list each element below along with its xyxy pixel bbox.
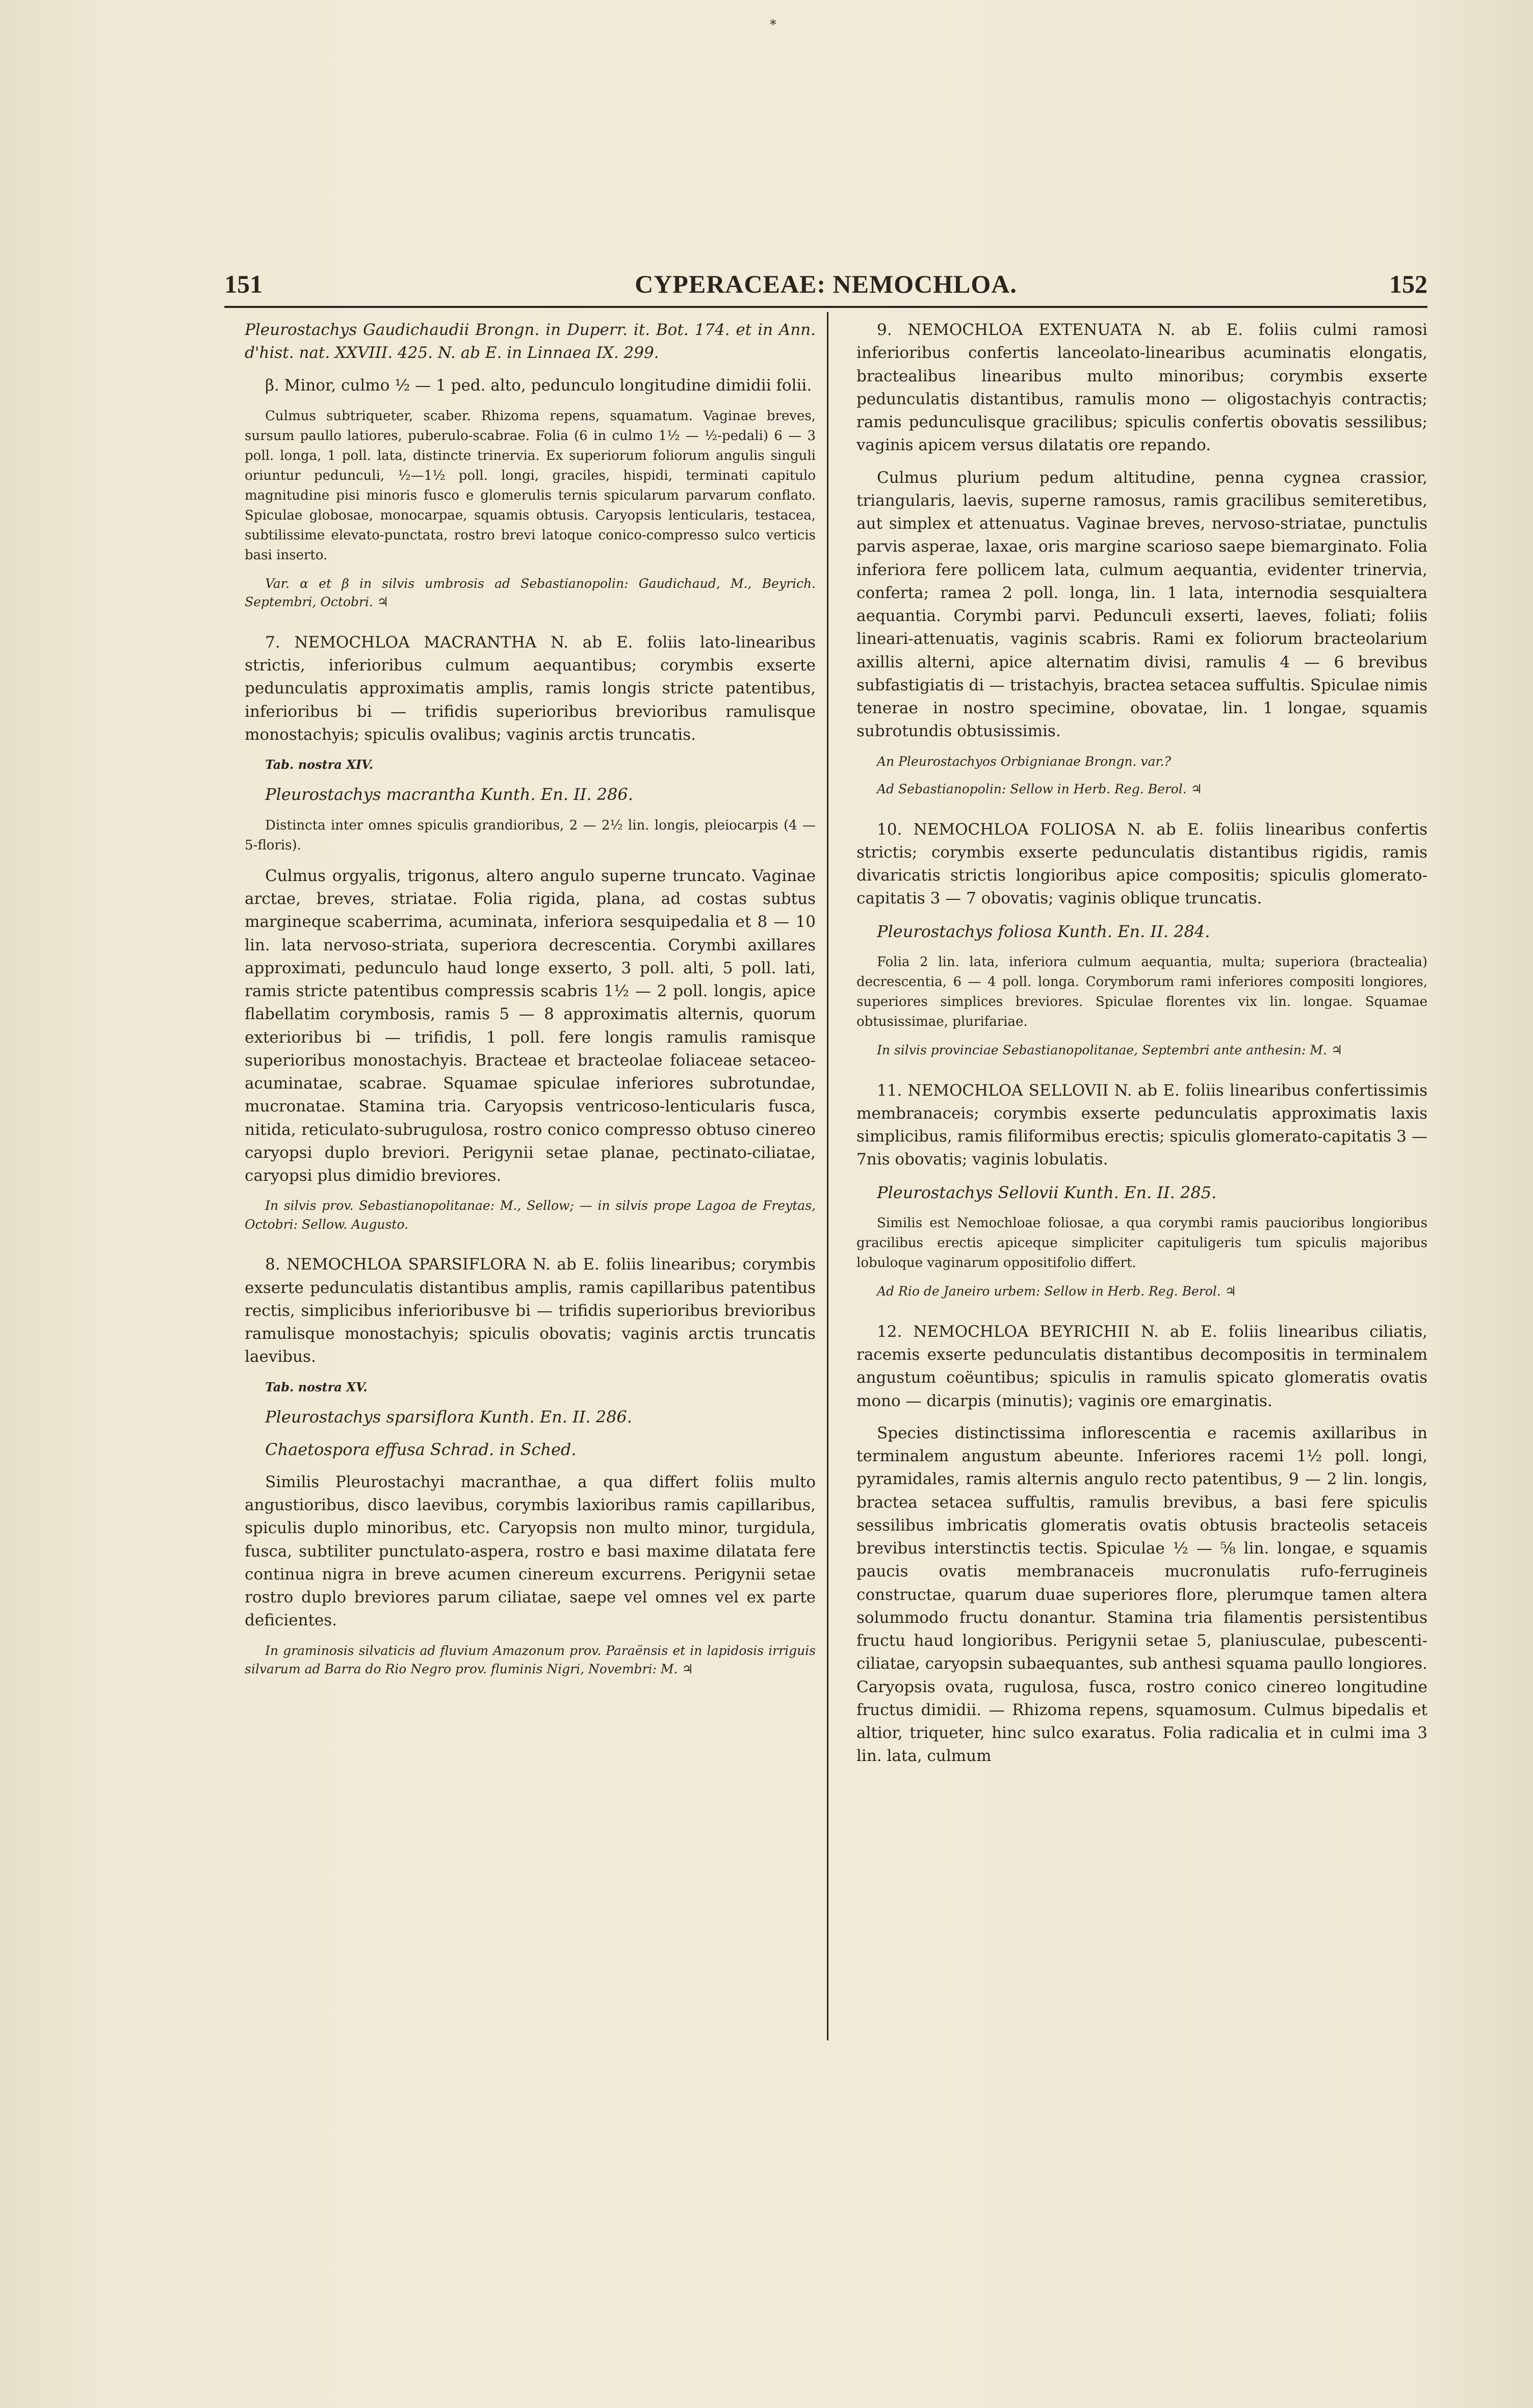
column-divider: [827, 312, 828, 2040]
note: An Pleurostachyos Orbignianae Brongn. var.?: [877, 754, 1171, 769]
page-number-left: 151: [224, 270, 263, 298]
locality: In graminosis silvaticis ad fluvium Amazonum prov. Paraënsis et in lapidosis irriguis silvarum ad Barra do Rio Negro prov. fluminis Nigri, Novembri: M. ♃: [245, 1643, 816, 1677]
header-rule: [224, 306, 1427, 308]
description-paragraph: Culmus plurium pedum altitudine, penna cygnea crassior, triangularis, laevis, superne ramosus, ramis gracilibus semiteretibus, aut simplex et attenuatus. Vaginae breves, nervoso-striatae, punctulis parvis asperae, laxae, oris margine scarioso saepe biemarginato. Folia inferiora fere pollicem lata, culmum aequantia, evidenter trinervia, conferta; ramea 2 poll. longa, lin. 1 lata, internodia sesquialtera aequantia. Corymbi parvi. Pedunculi exserti, laeves, foliati; foliis lineari-attenuatis, vaginis scabris. Rami ex foliorum bracteolarium axillis alterni, apice alternatim divisi, ramulis 4 — 6 brevibus subfastigiatis di — tristachyis, bractea setacea suffultis. Spiculae nimis tenerae in nostro specimine, obovatae, lin. 1 longae, squamis subrotundis obtusissimis.: [856, 468, 1427, 741]
print-mark: *: [770, 17, 776, 33]
locality: In silvis prov. Sebastianopolitanae: M., Sellow; — in silvis prope Lagoa de Freytas, Octobri: Sellow. Augusto.: [245, 1198, 816, 1232]
description-paragraph: Culmus subtriqueter, scaber. Rhizoma repens, squamatum. Vaginae breves, sursum paullo latiores, puberulo-scabrae. Folia (6 in culmo 1½ — ½-pedali) 6 — 3 poll. longa, 1 poll. lata, distincte trinervia. Ex superiorum foliorum angulis singuli oriuntur pedunculi, ½—1½ poll. longi, graciles, hispidi, terminati capitulo magnitudine pisi minoris fusco e glomerulis ternis spicularum parvarum conflato. Spiculae globosae, monocarpae, squamis obtusis. Caryopsis lenticularis, testacea, subtilissime elevato-punctata, rostro brevi latoque conico-compresso sulco verticis basi inserto.: [245, 408, 816, 563]
note: Similis est Nemochloae foliosae, a qua corymbi ramis paucioribus longioribus gracilibus erectis apiceque simpliciter capituligeris tum spiculis majoribus lobuloque vaginarum oppositifolio differt.: [856, 1215, 1427, 1271]
page-number-right: 152: [1389, 270, 1427, 298]
plate-reference: Tab. nostra XIV.: [265, 757, 373, 772]
running-head: [224, 269, 1427, 305]
right-column: [856, 319, 1427, 1777]
species-heading-8: 8. NEMOCHLOA SPARSIFLORA N. ab E. foliis linearibus; corymbis exserte pedunculatis distantibus amplis, ramis capillaribus patentibus rectis, simplicibus inferioribusve bi — trifidis superioribus brevioribus ramulisque monostachyis; spiculis obovatis; vaginis arctis truncatis laevibus.: [245, 1255, 816, 1366]
plate-reference: Tab. nostra XV.: [265, 1379, 368, 1394]
synonym: Pleurostachys foliosa Kunth. En. II. 284.: [877, 921, 1210, 941]
note: Distincta inter omnes spiculis grandioribus, 2 — 2½ lin. longis, pleiocarpis (4 — 5-floris).: [245, 817, 816, 853]
species-heading-7: 7. NEMOCHLOA MACRANTHA N. ab E. foliis lato-linearibus strictis, inferioribus culmum aequantibus; corymbis exserte pedunculatis approximatis amplis, ramis longis stricte patentibus, inferioribus bi — trifidis superioribus brevioribus ramulisque monostachyis; spiculis ovalibus; vaginis arctis truncatis.: [245, 633, 816, 744]
variety-beta: β. Minor, culmo ½ — 1 ped. alto, pedunculo longitudine dimidii folii.: [265, 376, 812, 395]
synonym: Pleurostachys macrantha Kunth. En. II. 286.: [265, 785, 633, 805]
synonym-citation: Pleurostachys Gaudichaudii Brongn. in Duperr. it. Bot. 174. et in Ann. d'hist. nat. XXVIII. 425. N. ab E. in Linnaea IX. 299.: [245, 321, 816, 363]
locality: Ad Rio de Janeiro urbem: Sellow in Herb. Reg. Berol. ♃: [877, 1284, 1237, 1299]
description-paragraph: Culmus orgyalis, trigonus, altero angulo superne truncato. Vaginae arctae, breves, striatae. Folia rigida, plana, ad costas subtus margineque scaberrima, acuminata, inferiora sesquipedalia et 8 — 10 lin. lata nervoso-striata, superiora decrescentia. Corymbi axillares approximati, pedunculo haud longe exserto, 3 poll. alti, 5 poll. lati, ramis stricte patentibus compressis scabris 1½ — 2 poll. longis, apice flabellatim corymbosis, ramis 5 — 8 approximatis alternis, quorum exterioribus bi — trifidis, 1 poll. fere longis ramulis ramisque superioribus monostachyis. Bracteae et bracteolae foliaceae setaceo-acuminatae, scabrae. Squamae spiculae inferiores subrotundae, mucronatae. Stamina tria. Caryopsis ventricoso-lenticularis fusca, nitida, reticulato-subrugulosa, rostro conico compresso obtuso cinereo caryopsi duplo breviori. Perigynii setae planae, pectinato-ciliatae, caryopsi plus dimidio breviores.: [245, 866, 816, 1185]
left-column: [245, 319, 816, 1688]
locality: Ad Sebastianopolin: Sellow in Herb. Reg. Berol. ♃: [877, 782, 1203, 796]
page-title: CYPERACEAE: NEMOCHLOA.: [635, 270, 1017, 298]
description-paragraph: Species distinctissima inflorescentia e racemis axillaribus in terminalem angustum abeunte. Inferiores racemi 1½ poll. longi, pyramidales, ramis alternis angulo recto patentibus, 9 — 2 lin. longis, bractea setacea suffultis, ramulis brevibus, a basi fere spiculis sessilibus imbricatis glomeratis ovatis obtusis bracteolis setaceis brevibus interstinctis tectis. Spiculae ½ — ⅝ lin. longae, e squamis paucis ovatis membranaceis mucronulatis rufo-ferrugineis constructae, quarum duae superiores flore, plerumque tamen altera solummodo fructu donantur. Stamina tria filamentis persistentibus fructu haud longioribus. Perigynii setae 5, planiusculae, pubescenti-ciliatae, caryopsin subaequantes, sub anthesi squama paullo longiores. Caryopsis ovata, rugulosa, fusca, rostro conico cinereo longitudine fructus dimidii. — Rhizoma repens, squamosum. Culmus bipedalis et altior, triqueter, hinc sulco exaratus. Folia radicalia et in culmi ima 3 lin. lata, culmum: [856, 1423, 1427, 1766]
species-heading-9: 9. NEMOCHLOA EXTENUATA N. ab E. foliis culmi ramosi inferioribus confertis lanceolato-linearibus acuminatis elongatis, bractealibus linearibus multo minoribus; corymbis exserte pedunculatis distantibus, ramulis mono — oligostachyis contractis; ramis pedunculisque gracilibus; spiculis confertis obovatis sessilibus; vaginis apicem versus dilatatis ore repando.: [856, 321, 1427, 455]
synonym: Pleurostachys Sellovii Kunth. En. II. 285.: [877, 1182, 1217, 1202]
species-heading-11: 11. NEMOCHLOA SELLOVII N. ab E. foliis linearibus confertissimis membranaceis; corymbis exserte pedunculatis approximatis laxis simplicibus, ramis filiformibus erectis; spiculis glomerato-capitatis 3 — 7nis obovatis; vaginis lobulatis.: [856, 1081, 1427, 1169]
synonym: Pleurostachys sparsiflora Kunth. En. II. 286.: [265, 1407, 632, 1427]
species-heading-10: 10. NEMOCHLOA FOLIOSA N. ab E. foliis linearibus confertis strictis; corymbis exserte pedunculatis distantibus rigidis, ramis divaricatis strictis longioribus apice compositis; spiculis glomerato-capitatis 3 — 7 obovatis; vaginis oblique truncatis.: [856, 820, 1427, 908]
species-heading-12: 12. NEMOCHLOA BEYRICHII N. ab E. foliis linearibus ciliatis, racemis exserte pedunculatis distantibus decompositis in terminalem angustum coëuntibus; spiculis in ramulis spicato glomeratis ovatis mono — dicarpis (minutis); vaginis ore emarginatis.: [856, 1322, 1427, 1410]
description-paragraph: Folia 2 lin. lata, inferiora culmum aequantia, multa; superiora (bractealia) decrescentia, 6 — 4 poll. longa. Corymborum rami inferiores compositi longiores, superiores simplices breviores. Spiculae florentes vix lin. longae. Squamae obtusissimae, plurifariae.: [856, 954, 1427, 1030]
description-paragraph: Similis Pleurostachyi macranthae, a qua differt foliis multo angustioribus, disco laevibus, corymbis laxioribus ramis capillaribus, spiculis duplo minoribus, etc. Caryopsis non multo minor, turgidula, fusca, subtiliter punctulato-aspera, rostro e basi maxime dilatata fere continua nigra in breve acumen cinereum excurrens. Perigynii setae rostro duplo breviores parum ciliatae, saepe vel omnes vel ex parte deficientes.: [245, 1472, 816, 1630]
locality: Var. α et β in silvis umbrosis ad Sebastianopolin: Gaudichaud, M., Beyrich. Septembri, Octobri. ♃: [245, 576, 816, 610]
synonym: Chaetospora effusa Schrad. in Sched.: [265, 1440, 577, 1460]
locality: In silvis provinciae Sebastianopolitanae, Septembri ante anthesin: M. ♃: [877, 1043, 1343, 1058]
